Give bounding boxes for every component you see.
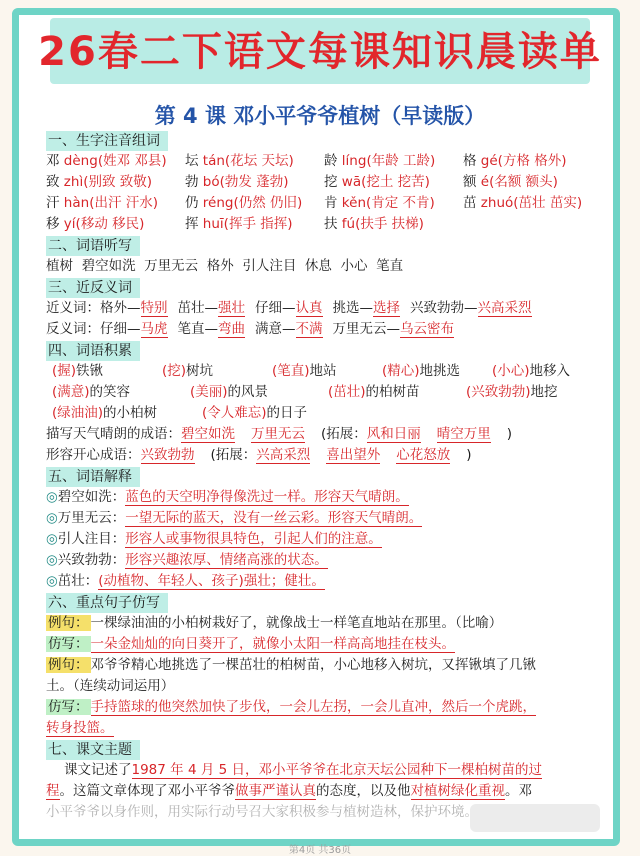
word-group: (茁壮 茁实)	[513, 195, 583, 211]
example-sentence-2	[46, 655, 602, 676]
word-group: (方格 格外)	[497, 153, 567, 169]
happy-extension-close: )	[466, 447, 472, 463]
answer-word: 兴高采烈	[477, 300, 532, 316]
phrase-word: 地挑选	[419, 363, 461, 379]
section-heading-accumulation: 四、词语积累	[46, 341, 140, 361]
character-row	[46, 151, 602, 172]
happy-extension-label: (拓展：	[210, 447, 257, 463]
phrase-blank: (握)	[52, 363, 77, 379]
pinyin: hàn	[63, 195, 90, 211]
example-sentence-1	[46, 613, 602, 634]
weather-idioms-label: 描写天气晴朗的成语：	[46, 426, 181, 442]
definition: (动植物、年轻人、孩子)强壮；健壮。	[98, 573, 325, 589]
definition: 形容兴趣浓厚、情绪高涨的状态。	[125, 552, 328, 568]
word-pair	[178, 319, 246, 340]
happy-idioms-label: 形容开心成语：	[46, 447, 141, 463]
answer-word: 特别	[140, 300, 168, 316]
theme-highlight: 程	[46, 783, 60, 799]
phrase	[190, 382, 328, 403]
phrase-word: 的小柏树	[103, 405, 158, 421]
phrase-blank: (小心)	[492, 363, 530, 379]
pinyin: é	[480, 174, 490, 190]
section-heading-theme: 七、课文主题	[46, 740, 140, 760]
explanation-item	[46, 571, 602, 592]
character-cell	[185, 151, 324, 172]
word-group: (出汗 汗水)	[89, 195, 159, 211]
answer-word: 强壮	[218, 300, 245, 316]
phrase-word: 树坑	[186, 363, 214, 379]
character-cell	[185, 193, 324, 214]
synonyms-row	[46, 298, 602, 319]
character-cell	[324, 193, 463, 214]
word-group: (挖土 挖苦)	[361, 174, 430, 190]
imitation-sentence-1	[46, 634, 602, 655]
pinyin: wā	[341, 174, 362, 190]
weather-idiom: 碧空如洗	[181, 426, 235, 442]
imitation-sentence-2-cont	[46, 718, 602, 739]
phrase	[466, 382, 604, 403]
weather-extension-idiom: 晴空万里	[436, 426, 491, 442]
answer-word: 选择	[373, 300, 400, 316]
phrase-blank: (满意)	[52, 384, 90, 400]
word: 笔直—	[177, 321, 218, 337]
antonyms-label: 反义词：	[46, 321, 100, 337]
word-pair	[255, 319, 323, 340]
weather-extension-label: (拓展：	[321, 426, 367, 442]
pinyin: bó	[202, 174, 220, 190]
example-label: 例句：	[48, 615, 89, 631]
character: 肯	[324, 195, 338, 211]
character-cell	[324, 172, 463, 193]
character-cell	[463, 172, 602, 193]
word: 满意—	[255, 321, 296, 337]
pinyin: yí	[63, 216, 76, 232]
theme-text: 课文记述了	[64, 762, 132, 778]
phrase	[162, 361, 272, 382]
theme-line-3: 小平爷爷以身作则，用实际行动号召大家积极参与植树造林，保护环境。	[46, 804, 478, 820]
term: 茁壮：	[57, 573, 99, 589]
definition: 一望无际的蓝天，没有一丝云彩。形容天气晴朗。	[125, 510, 423, 526]
character: 仍	[185, 195, 199, 211]
word: 万里无云—	[332, 321, 400, 337]
character-cell	[185, 214, 324, 235]
phrase	[202, 403, 352, 424]
bullet-icon: ◎	[46, 552, 58, 568]
phrase-word: 铁锹	[76, 363, 104, 379]
character: 移	[46, 216, 60, 232]
watermark-overlay	[470, 804, 600, 832]
happy-idioms-row	[46, 445, 602, 466]
word-group: (别致 致敬)	[83, 174, 153, 190]
happy-extension-idiom: 心花怒放	[396, 447, 451, 463]
example-text: 一棵绿油油的小柏树栽好了，就像战士一样笔直地站在那里。（比喻）	[90, 615, 503, 631]
synonyms-label: 近义词：	[46, 300, 100, 316]
phrase-blank: (茁壮)	[328, 384, 366, 400]
bullet-icon: ◎	[46, 573, 58, 589]
character-row	[46, 193, 602, 214]
imitation-sentence-2	[46, 697, 602, 718]
answer-word: 乌云密布	[400, 321, 454, 337]
theme-highlight: 对植树绿化重视	[410, 783, 505, 799]
imitation-label: 仿写：	[48, 699, 89, 715]
character: 汗	[46, 195, 60, 211]
weather-extension-close: )	[506, 426, 513, 442]
word-group: (挥手 指挥)	[223, 216, 293, 232]
phrase-row-1	[46, 361, 602, 382]
pinyin: réng	[202, 195, 234, 211]
phrase-blank: (兴致勃勃)	[466, 384, 531, 400]
theme-highlight: 做事严谨认真	[235, 783, 316, 799]
character: 扶	[324, 216, 338, 232]
term: 碧空如洗：	[57, 489, 126, 505]
theme-text: 的态度，以及他	[316, 783, 411, 799]
word-pair	[255, 298, 323, 319]
happy-extension-idiom: 兴高采烈	[256, 447, 311, 463]
term: 万里无云：	[57, 510, 126, 526]
phrase-blank: (令人难忘)	[202, 405, 267, 421]
weather-extension-idiom: 风和日丽	[366, 426, 421, 442]
answer-word: 马虎	[140, 321, 168, 337]
theme-text: 。邓	[505, 783, 532, 799]
example-label: 例句：	[48, 657, 89, 673]
answer-word: 弯曲	[218, 321, 245, 337]
phrase-word: 地移入	[529, 363, 571, 379]
imitation-text-cont: 转身投篮。	[46, 720, 114, 736]
phrase-blank: (挖)	[162, 363, 187, 379]
character-cell	[185, 172, 324, 193]
character: 挖	[324, 174, 338, 190]
character-row	[46, 172, 602, 193]
word: 兴致勃勃—	[410, 300, 478, 316]
example-text: 邓爷爷精心地挑选了一棵茁壮的柏树苗，小心地移入树坑，又挥锹填了几锹	[90, 657, 536, 673]
phrase	[382, 361, 492, 382]
explanation-list	[46, 487, 602, 592]
definition: 蓝色的天空明净得像洗过一样。形容天气晴朗。	[125, 489, 409, 505]
word: 挑选—	[332, 300, 373, 316]
definition: 形容人或事物很具特色，引起人们的注意。	[125, 531, 382, 547]
term: 引人注目：	[57, 531, 126, 547]
character: 邓	[46, 153, 60, 169]
word-pair	[100, 298, 168, 319]
dictation-words: 植树 碧空如洗 万里无云 格外 引人注目 休息 小心 笔直	[46, 258, 404, 274]
phrase-word: 的柏树苗	[365, 384, 420, 400]
character-cell	[463, 193, 602, 214]
character-cell	[46, 214, 185, 235]
happy-extension-idiom: 喜出望外	[326, 447, 381, 463]
theme-highlight: 1987 年 4 月 5 日，邓小平爷爷在北京天坛公园种下一棵柏树苗的过	[131, 762, 542, 778]
pinyin: huī	[202, 216, 224, 232]
character: 龄	[324, 153, 338, 169]
phrase-word: 的风景	[227, 384, 269, 400]
character: 格	[463, 153, 477, 169]
phrase	[492, 361, 602, 382]
word-group: (肯定 不肯)	[366, 195, 435, 211]
character: 挥	[185, 216, 199, 232]
antonyms-row	[46, 319, 602, 340]
answer-word: 认真	[295, 300, 323, 316]
section-heading-dictation: 二、词语听写	[46, 236, 140, 256]
character-row	[46, 214, 602, 235]
word-pair	[333, 319, 455, 340]
explanation-item	[46, 487, 602, 508]
character-cell	[46, 151, 185, 172]
happy-idiom: 兴致勃勃	[140, 447, 195, 463]
character-cell	[463, 151, 602, 172]
word: 仔细—	[100, 321, 141, 337]
phrase-blank: (精心)	[382, 363, 420, 379]
term: 兴致勃勃：	[57, 552, 126, 568]
phrase-word: 的笑容	[89, 384, 131, 400]
word-group: (勃发 蓬勃)	[219, 174, 289, 190]
word-group: (年龄 工龄)	[366, 153, 436, 169]
pinyin: zhuó	[480, 195, 514, 211]
character-cell	[46, 193, 185, 214]
character-cell	[324, 151, 463, 172]
section-heading-synonyms: 三、近反义词	[46, 278, 140, 298]
word-group: (仍然 仍旧)	[233, 195, 303, 211]
pinyin: dèng	[63, 153, 98, 169]
word-pair	[333, 298, 401, 319]
example-sentence-2-cont: 土。（连续动词运用）	[46, 678, 175, 694]
imitation-text: 手持篮球的他突然加快了步伐，一会儿左拐，一会儿直冲，然后一个虎跳，	[90, 699, 536, 715]
pinyin: fú	[341, 216, 356, 232]
phrase-row-3	[46, 403, 602, 424]
phrase	[52, 361, 162, 382]
character: 坛	[185, 153, 199, 169]
phrase-row-2	[46, 382, 602, 403]
phrase-word: 地站	[309, 363, 337, 379]
word-pair	[100, 319, 168, 340]
imitation-label: 仿写：	[48, 636, 89, 652]
phrase-blank: (美丽)	[190, 384, 228, 400]
section-heading-imitation: 六、重点句子仿写	[46, 593, 168, 613]
word-group: (花坛 天坛)	[224, 153, 294, 169]
pinyin: zhì	[63, 174, 84, 190]
phrase-blank: (绿油油)	[52, 405, 104, 421]
theme-line-1	[46, 760, 602, 781]
imitation-text: 一朵金灿灿的向日葵开了，就像小太阳一样高高地挂在枝头。	[90, 636, 455, 652]
answer-word: 不满	[295, 321, 323, 337]
word: 格外—	[100, 300, 141, 316]
word-pair	[410, 298, 532, 319]
pinyin: tán	[202, 153, 225, 169]
page-title: 26春二下语文每课知识晨读单	[38, 29, 602, 75]
word-group: (移动 移民)	[75, 216, 145, 232]
pinyin: kěn	[341, 195, 366, 211]
bullet-icon: ◎	[46, 510, 58, 526]
phrase	[272, 361, 382, 382]
section-heading-explanations: 五、词语解释	[46, 467, 140, 487]
worksheet-content	[46, 130, 602, 823]
word-group: (扶手 扶梯)	[355, 216, 424, 232]
pinyin: líng	[341, 153, 367, 169]
word-pair	[178, 298, 246, 319]
phrase	[328, 382, 466, 403]
phrase-blank: (笔直)	[272, 363, 310, 379]
word-group: (姓邓 邓县)	[97, 153, 167, 169]
theme-line-2	[46, 781, 602, 802]
character: 致	[46, 174, 60, 190]
explanation-item	[46, 529, 602, 550]
word-group: (名额 额头)	[489, 174, 558, 190]
pinyin: gé	[480, 153, 498, 169]
phrase	[52, 382, 190, 403]
explanation-item	[46, 508, 602, 529]
section-heading-characters: 一、生字注音组词	[46, 131, 168, 151]
character-cell	[46, 172, 185, 193]
word: 仔细—	[255, 300, 296, 316]
bullet-icon: ◎	[46, 531, 58, 547]
character: 额	[463, 174, 477, 190]
phrase	[52, 403, 202, 424]
weather-idioms-row	[46, 424, 602, 445]
phrase-word: 地挖	[530, 384, 558, 400]
explanation-item	[46, 550, 602, 571]
character-table	[46, 151, 602, 235]
character: 勃	[185, 174, 199, 190]
character: 茁	[463, 195, 477, 211]
lesson-title: 第 4 课 邓小平爷爷植树（早读版）	[154, 104, 486, 128]
theme-text: 。这篇文章体现了邓小平爷爷	[59, 783, 235, 799]
character-cell	[324, 214, 463, 235]
bullet-icon: ◎	[46, 489, 58, 505]
word: 茁壮—	[177, 300, 218, 316]
phrase-word: 的日子	[266, 405, 308, 421]
weather-idiom: 万里无云	[251, 426, 305, 442]
page-number: 第4页 共36页	[288, 845, 352, 856]
